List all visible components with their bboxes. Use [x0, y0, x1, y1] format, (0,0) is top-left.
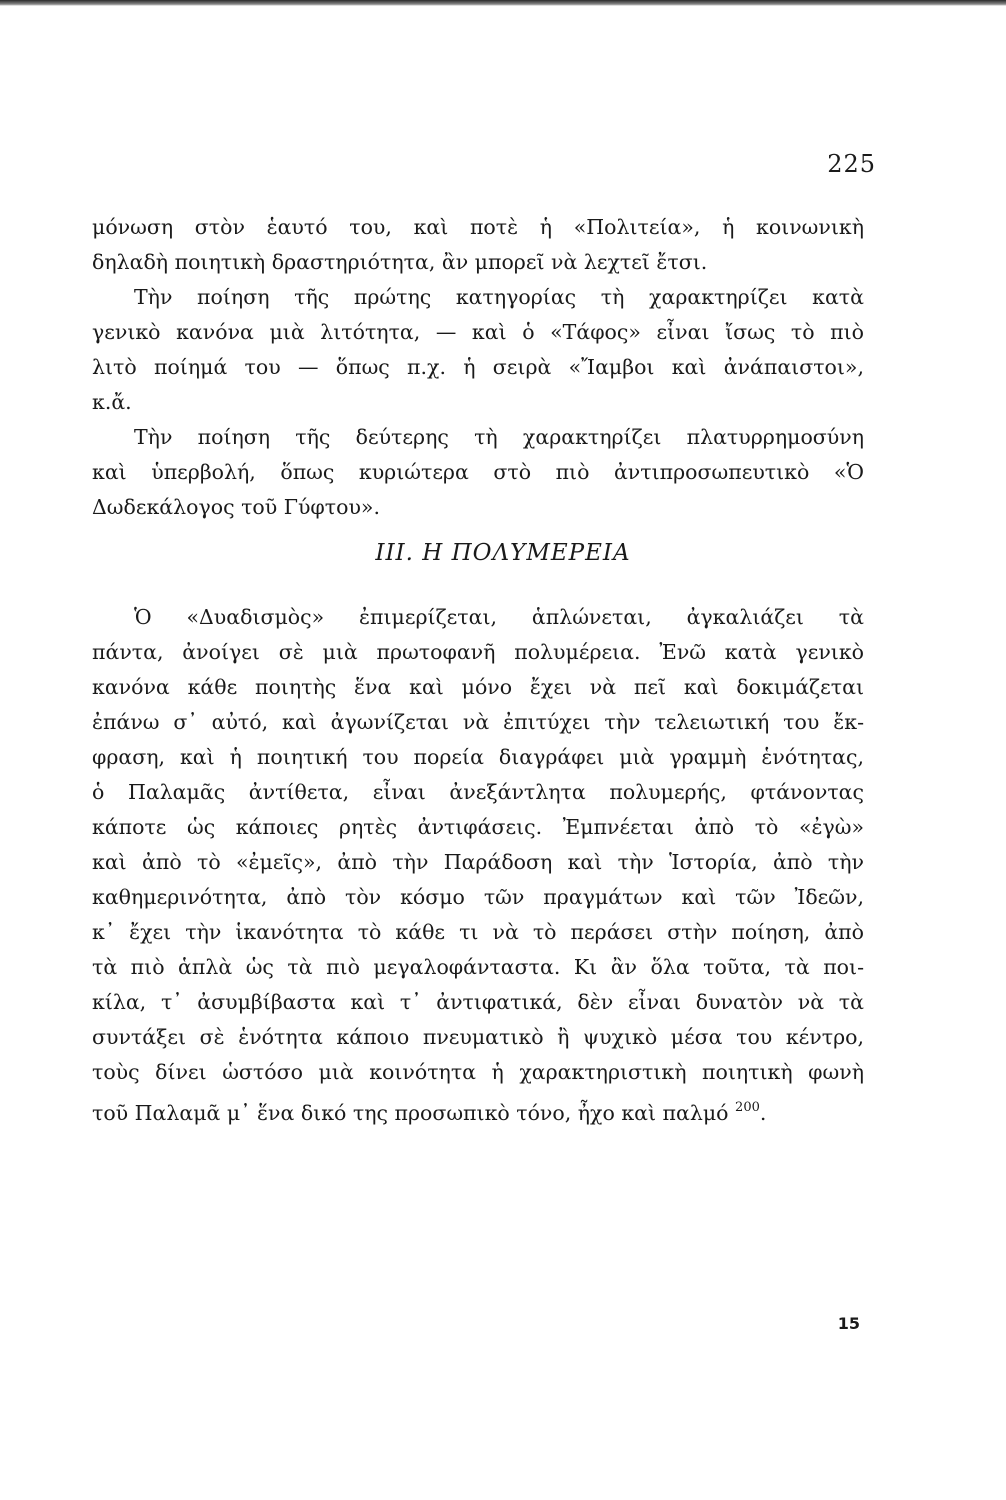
text-line: κανόνα κάθε ποιητὴς ἕνα καὶ μόνο ἔχει νὰ πεῖ καὶ δοκιμάζεται	[92, 675, 864, 699]
text-line: μόνωση στὸν ἑαυτό του, καὶ ποτὲ ἡ «Πολιτεία», ἡ κοινωνικὴ	[92, 215, 864, 239]
gathering-signature: 15	[837, 1314, 860, 1333]
text-line: συντάξει σὲ ἑνότητα κάποιο πνευματικὸ ἢ ψυχικὸ μέσα του κέντρο,	[92, 1025, 864, 1049]
text-line: Τὴν ποίηση τῆς πρώτης κατηγορίας τὴ χαρακτηρίζει κατὰ	[134, 285, 864, 309]
end-punctuation: .	[759, 1101, 767, 1125]
text-line: κάποτε ὡς κάποιες ρητὲς ἀντιφάσεις. Ἐμπνέεται ἀπὸ τὸ «ἐγὼ»	[92, 815, 864, 839]
last-line-text: τοῦ Παλαμᾶ μ᾽ ἕνα δικό της προσωπικὸ τόνο, ἦχο καὶ παλμό	[92, 1101, 729, 1125]
text-line: πάντα, ἀνοίγει σὲ μιὰ πρωτοφανῆ πολυμέρεια. Ἐνῶ κατὰ γενικὸ	[92, 640, 864, 664]
text-line: φραση, καὶ ἡ ποιητική του πορεία διαγράφει μιὰ γραμμὴ ἑνότητας,	[92, 745, 864, 769]
text-line-last	[92, 1090, 864, 1131]
text-line: τοὺς δίνει ὡστόσο μιὰ κοινότητα ἡ χαρακτηριστικὴ ποιητικὴ φωνὴ	[92, 1060, 864, 1084]
top-edge-shadow	[0, 0, 1006, 6]
text-line: ἐπάνω σ᾽ αὐτό, καὶ ἀγωνίζεται νὰ ἐπιτύχει τὴν τελειωτική του ἔκ-	[92, 710, 864, 734]
text-line: κ.ἄ.	[92, 390, 132, 414]
text-line: καὶ ἀπὸ τὸ «ἐμεῖς», ἀπὸ τὴν Παράδοση καὶ τὴν Ἱστορία, ἀπὸ τὴν	[92, 850, 864, 874]
text-line: κίλα, τ᾽ ἀσυμβίβαστα καὶ τ᾽ ἀντιφατικά, δὲν εἶναι δυνατὸν νὰ τὰ	[92, 990, 864, 1014]
text-line: καθημερινότητα, ἀπὸ τὸν κόσμο τῶν πραγμάτων καὶ τῶν Ἰδεῶν,	[92, 885, 864, 909]
text-line: Ὁ «Δυαδισμὸς» ἐπιμερίζεται, ἁπλώνεται, ἀγκαλιάζει τὰ	[134, 605, 864, 629]
text-line: δηλαδὴ ποιητικὴ δραστηριότητα, ἂν μπορεῖ νὰ λεχτεῖ ἔτσι.	[92, 250, 708, 274]
text-line: λιτὸ ποίημά του — ὅπως π.χ. ἡ σειρὰ «Ἴαμβοι καὶ ἀνάπαιστοι»,	[92, 355, 864, 379]
text-block-upper	[92, 210, 864, 525]
text-line: Τὴν ποίηση τῆς δεύτερης τὴ χαρακτηρίζει πλατυρρημοσύνη	[134, 425, 864, 449]
text-line: γενικὸ κανόνα μιὰ λιτότητα, — καὶ ὁ «Τάφος» εἶναι ἴσως τὸ πιὸ	[92, 320, 864, 344]
text-line: καὶ ὑπερβολή, ὅπως κυριώτερα στὸ πιὸ ἀντιπροσωπευτικὸ «Ὁ	[92, 460, 864, 484]
section-heading: ΙΙΙ. Η ΠΟΛΥΜΕΡΕΙΑ	[375, 540, 631, 566]
text-block-lower	[92, 600, 864, 1131]
text-line: ὁ Παλαμᾶς ἀντίθετα, εἶναι ἀνεξάντλητα πολυμερής, φτάνοντας	[92, 780, 864, 804]
text-line: κ᾽ ἔχει τὴν ἱκανότητα τὸ κάθε τι νὰ τὸ περάσει στὴν ποίηση, ἀπὸ	[92, 920, 864, 944]
text-line: Δωδεκάλογος τοῦ Γύφτου».	[92, 495, 380, 519]
footnote-reference[interactable]: 200	[735, 1100, 760, 1115]
text-line: τὰ πιὸ ἁπλὰ ὡς τὰ πιὸ μεγαλοφάνταστα. Κι ἂν ὅλα τοῦτα, τὰ ποι-	[92, 955, 864, 979]
page-number: 225	[827, 150, 876, 178]
